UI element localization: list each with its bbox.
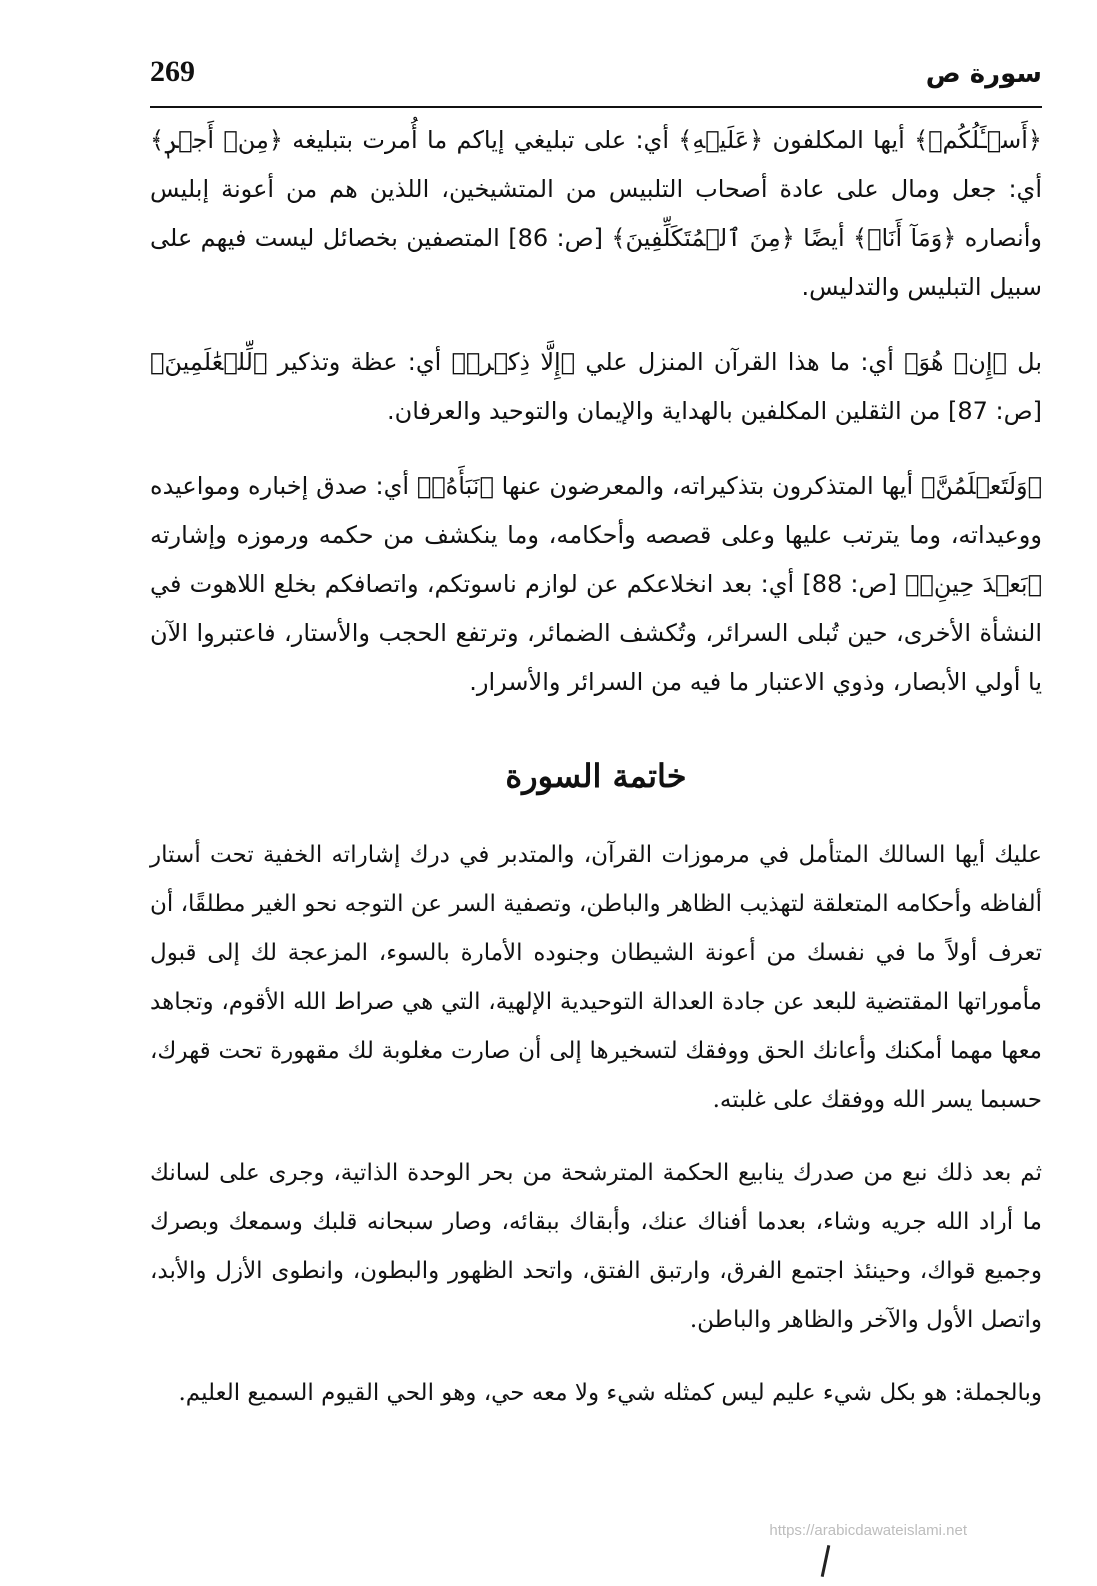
scan-mark	[821, 1545, 831, 1577]
khatima-section	[150, 831, 1042, 1418]
khatima-paragraph: وبالجملة: هو بكل شيء عليم ليس كمثله شيء ولا معه حي، وهو الحي القيوم السميع العليم.	[178, 1380, 1042, 1406]
page-body	[150, 116, 1042, 1442]
khatima-paragraph: ثم بعد ذلك نبع من صدرك ينابيع الحكمة المترشحة من بحر الوحدة الذاتية، وجرى على لسانك ما أراد الله جريه وشاء، بعدما أفناك عنك، وأبقاك ببقائه، وصار سبحانه قلبك وسمعك وبصرك وجميع قواك، وحينئذ اجتمع الفرق، وارتبق الفتق، واتحد الظهور والبطون، وانطوى الأزل والأبد، واتصل الأول والآخر والظاهر والباطن.	[150, 1160, 1042, 1333]
page-header	[150, 55, 1042, 99]
header-divider	[150, 106, 1042, 108]
page-number: 269	[150, 55, 195, 88]
surah-name: سورة ص	[925, 59, 1042, 89]
tafsir-paragraph: ﴿أَسۡـَٔلُكُمۡ﴾ أيها المكلفون ﴿عَلَيۡهِ﴾ أي: على تبليغي إياكم ما أُمرت بتبليغه ﴿مِنۡ أَجۡرٖ﴾ أي: جعل ومال على عادة أصحاب التلبيس من المتشيخين، اللذين هم من أعونة إبليس وأنصاره ﴿وَمَآ أَنَا۠﴾ أيضًا ﴿مِنَ ٱلۡمُتَكَلِّفِينَ﴾ [ص: 86] المتصفين بخصائل ليست فيهم على سبيل التبليس والتدليس.	[150, 126, 1042, 301]
khatima-paragraph: عليك أيها السالك المتأمل في مرموزات القرآن، والمتدبر في درك إشاراته الخفية تحت أستار ألفاظه وأحكامه المتعلقة لتهذيب الظاهر والباطن، وتصفية السر عن التوجه نحو الغير مطلقًا، أن تعرف أولاً ما في نفسك من أعونة الشيطان وجنوده الأمارة بالسوء، المزعجة لك إلى قبول مأموراتها المقتضية للبعد عن جادة العدالة التوحيدية الإلهية، التي هي صراط الله الأقوم، وتجاهد معها مهما أمكنك وأعانك الحق ووفقك لتسخيرها إلى أن صارت مغلوبة لك مقهورة تحت قهرك، حسبما يسر الله ووفقك على غلبته.	[150, 842, 1042, 1113]
watermark-url: https://arabicdawateislami.net	[769, 1522, 967, 1539]
tafsir-paragraph: ﴿وَلَتَعۡلَمُنَّ﴾ أيها المتذكرون بتذكيراته، والمعرضون عنها ﴿نَبَأَهُۥ﴾ أي: صدق إخباره ومواعيده ووعيداته، وما يترتب عليها وعلى قصصه وأحكامه، وما ينكشف من حكمه ورموزه وإشارته ﴿بَعۡدَ حِينِۭ﴾ [ص: 88] أي: بعد انخلاعكم عن لوازم ناسوتكم، واتصافكم بخلع اللاهوت في النشأة الأخرى، حين تُبلى السرائر، وتُكشف الضمائر، وترتفع الحجب والأستار، فاعتبروا الآن يا أولي الأبصار، وذوي الاعتبار ما فيه من السرائر والأسرار.	[150, 472, 1043, 696]
section-title: خاتمة السورة	[505, 757, 687, 795]
tafsir-paragraph: بل ﴿إِنۡ هُوَ﴾ أي: ما هذا القرآن المنزل علي ﴿إِلَّا ذِكۡرٞ﴾ أي: عظة وتذكير ﴿لِّلۡعَٰلَمِينَ﴾ [ص: 87] من الثقلين المكلفين بالهداية والإيمان والتوحيد والعرفان.	[150, 348, 1042, 425]
